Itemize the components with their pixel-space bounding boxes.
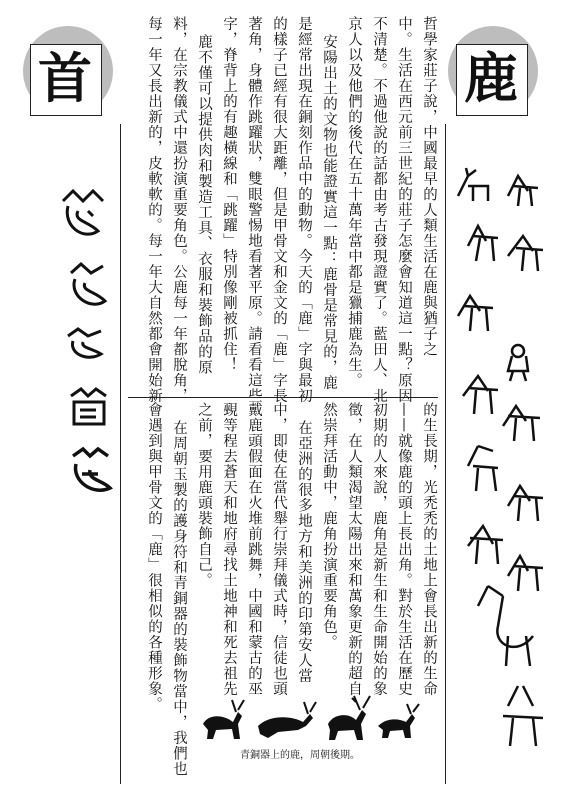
text-column: 每一年又長出新的，皮軟軟的。每一年大自然都會開始新 xyxy=(146,16,162,404)
text-column: 在周朝玉製的護身符和青銅器的裝飾物當中，我們也 xyxy=(171,420,187,777)
deer-oracle-glyph xyxy=(448,166,558,766)
right-title-char: 鹿 xyxy=(464,46,518,110)
text-column: 的生長期，光禿禿的土地上會長出新的生命 xyxy=(421,402,437,697)
head-oracle-glyph-1 xyxy=(58,186,108,246)
text-column: 京人以及他們的後代在五十萬年當中都是獵捕鹿為生。 xyxy=(346,16,362,388)
text-column: 然崇拜活動中，鹿角扮演重要角色。 xyxy=(321,402,337,650)
head-oracle-glyph-4 xyxy=(66,384,111,429)
text-column: 在亞洲的很多地方和美洲的印第安人當 xyxy=(296,420,312,684)
text-column: 安陽出土的文物也能證實這一點：鹿骨是常見的，鹿 xyxy=(321,34,337,391)
text-column: 覡等程去蒼天和地府尋找土地神和死去祖先 xyxy=(221,402,237,697)
head-oracle-glyph-3 xyxy=(63,326,108,366)
text-column: 中，即使在當代舉行崇拜儀式時，信徒也頭 xyxy=(271,402,287,697)
bronze-deer-illustration xyxy=(198,694,428,744)
top-text-block xyxy=(136,16,437,404)
page-frame xyxy=(8,6,560,781)
text-column: 哲學家莊子說，中國最早的人類生活在鹿與猶子之 xyxy=(421,16,437,357)
text-column: 之前，要用鹿頭裝飾自己。 xyxy=(196,402,212,588)
text-column: 中。生活在西元前三世紀的莊子怎麼會知道這一點？原因 xyxy=(396,16,412,404)
text-column: 會遇到與甲骨文的「鹿」很相似的各種形象。 xyxy=(146,402,162,712)
text-column: 著角，身體作跳躍狀，雙眼警惕地看著平原。請看看這些 xyxy=(246,16,262,404)
text-column: 是經常出現在銅刻作品中的動物。今天的「鹿」字與最初 xyxy=(296,16,312,404)
text-column: 料，在宗教儀式中還扮演重要角色。公鹿每一年都脫角， xyxy=(171,16,187,404)
text-column: 鹿不僅可以提供肉和製造工具、衣服和裝飾品的原 xyxy=(196,34,212,375)
left-title-char: 首 xyxy=(38,46,92,110)
text-column: 初期的人來說，鹿角是新生和生命開始的象 xyxy=(371,402,387,697)
illustration-caption: 青銅器上的鹿，周朝後期。 xyxy=(240,750,360,761)
text-column: 不清楚。不過他說的話都由考古發現證實了。藍田人、北 xyxy=(371,16,387,404)
head-oracle-glyph-2 xyxy=(63,261,113,316)
text-column: 戴鹿頭假面在火堆前跳舞，中國和蒙古的巫 xyxy=(246,402,262,697)
text-column: 字，脊背上的有趣橫線和「跳躍」特別像剛被抓住！ xyxy=(221,16,237,373)
text-column: 徵，在人類渴望太陽出來和萬象更新的超自 xyxy=(346,402,362,697)
text-column: 的樣子已經有很大距離，但是甲骨文和金文的「鹿」字長 xyxy=(271,16,287,404)
left-divider xyxy=(120,124,121,784)
text-column: ——就像鹿的頭上長出角。對於生活在歷史 xyxy=(396,402,412,697)
head-oracle-glyph-5 xyxy=(68,446,118,501)
right-divider xyxy=(445,124,446,784)
